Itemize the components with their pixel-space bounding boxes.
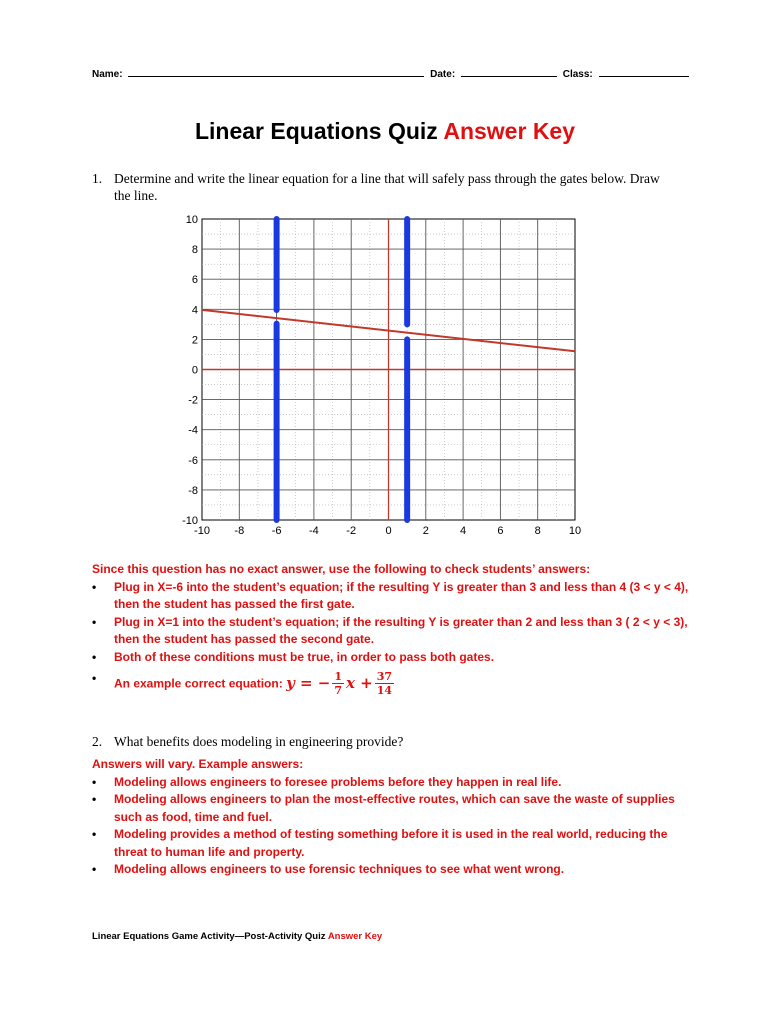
y-tick-label: -4 <box>188 424 198 437</box>
date-label: Date: <box>430 69 456 80</box>
x-tick-label: -10 <box>194 525 210 537</box>
eq-f1-den: 7 <box>334 684 343 697</box>
x-tick-label: 2 <box>422 525 429 537</box>
y-tick-label: 10 <box>185 214 198 226</box>
x-tick-label: 8 <box>534 525 541 537</box>
class-blank[interactable] <box>599 66 689 77</box>
answer-2-bullet-1: • Modeling allows engineers to foresee problems before they happen in real life. <box>92 774 692 792</box>
title-accent: Answer Key <box>443 118 576 144</box>
answer-1-bullet-3: • Both of these conditions must be true, in order to pass both gates. <box>92 649 692 667</box>
answer-2-bullet-2: • Modeling allows engineers to plan the most-effective routes, which can save the waste of supplies such as food, time and fuel. <box>92 791 692 826</box>
y-tick-label: -2 <box>188 394 198 407</box>
question-2-text: What benefits does modeling in engineering provide? <box>114 734 404 749</box>
answer-2-bullet-3: • Modeling provides a method of testing something before it is used in the real world, reducing the threat to human life and property. <box>92 826 692 861</box>
y-tick-label: -8 <box>188 484 198 497</box>
question-2 <box>92 733 692 753</box>
answer-2 <box>92 756 692 879</box>
answer-1-list <box>92 579 692 698</box>
x-tick-label: -8 <box>234 525 245 537</box>
eq-mid: x + <box>346 673 373 692</box>
footer <box>92 931 382 942</box>
answer-1-bullet-1: • Plug in X=-6 into the student’s equation; if the resulting Y is greater than 3 and less than 4 (3 < y < 4), then the student has passed the first gate. <box>92 579 692 614</box>
eq-f1-num: 1 <box>334 670 343 683</box>
answer-1 <box>92 561 692 697</box>
name-label: Name: <box>92 69 123 80</box>
x-tick-label: -6 <box>271 525 282 537</box>
y-tick-label: 8 <box>191 244 198 257</box>
answer-2-intro: Answers will vary. Example answers: <box>92 757 304 771</box>
header-line <box>92 66 682 80</box>
x-tick-label: 6 <box>497 525 504 537</box>
y-tick-label: 0 <box>191 364 198 377</box>
name-blank[interactable] <box>128 66 424 77</box>
class-label: Class: <box>562 69 593 80</box>
eq-f2-den: 14 <box>376 684 393 697</box>
question-1-number: 1. <box>92 171 103 186</box>
footer-accent: Answer Key <box>327 931 383 942</box>
y-tick-label: -6 <box>188 454 198 467</box>
eq-fraction-2 <box>375 670 394 697</box>
example-label: An example correct equation: <box>114 676 283 691</box>
eq-lhs: y = − <box>286 673 331 692</box>
example-equation <box>286 670 396 697</box>
question-1 <box>92 170 692 210</box>
y-tick-label: 2 <box>191 334 198 347</box>
x-tick-label: -2 <box>346 525 357 537</box>
footer-text: Linear Equations Game Activity—Post-Activity Quiz <box>92 931 326 942</box>
x-tick-label: 0 <box>385 525 392 537</box>
page-title <box>0 118 770 145</box>
question-1-text: Determine and write the linear equation for a line that will safely pass through the gates below. Draw the line. <box>114 171 660 203</box>
eq-fraction-1 <box>332 670 344 697</box>
y-tick-label: 4 <box>191 304 198 317</box>
answer-1-intro: Since this question has no exact answer, use the following to check students’ answers: <box>92 562 591 576</box>
answer-1-bullet-2: • Plug in X=1 into the student’s equation; if the resulting Y is greater than 2 and less than 3 ( 2 < y < 3), then the student has passed the second gate. <box>92 614 692 649</box>
x-tick-label: -4 <box>309 525 319 537</box>
eq-f2-num: 37 <box>376 670 393 683</box>
question-2-number: 2. <box>92 734 103 749</box>
gate-chart <box>170 210 590 540</box>
title-main: Linear Equations Quiz <box>194 118 438 144</box>
answer-2-list <box>92 774 692 879</box>
answer-1-example <box>92 670 692 697</box>
answer-2-bullet-4: • Modeling allows engineers to use forensic techniques to see what went wrong. <box>92 861 692 879</box>
y-tick-label: -10 <box>182 515 198 527</box>
date-blank[interactable] <box>461 66 557 77</box>
x-tick-label: 4 <box>460 525 467 537</box>
x-tick-label: 10 <box>568 525 582 537</box>
y-tick-label: 6 <box>191 274 198 287</box>
